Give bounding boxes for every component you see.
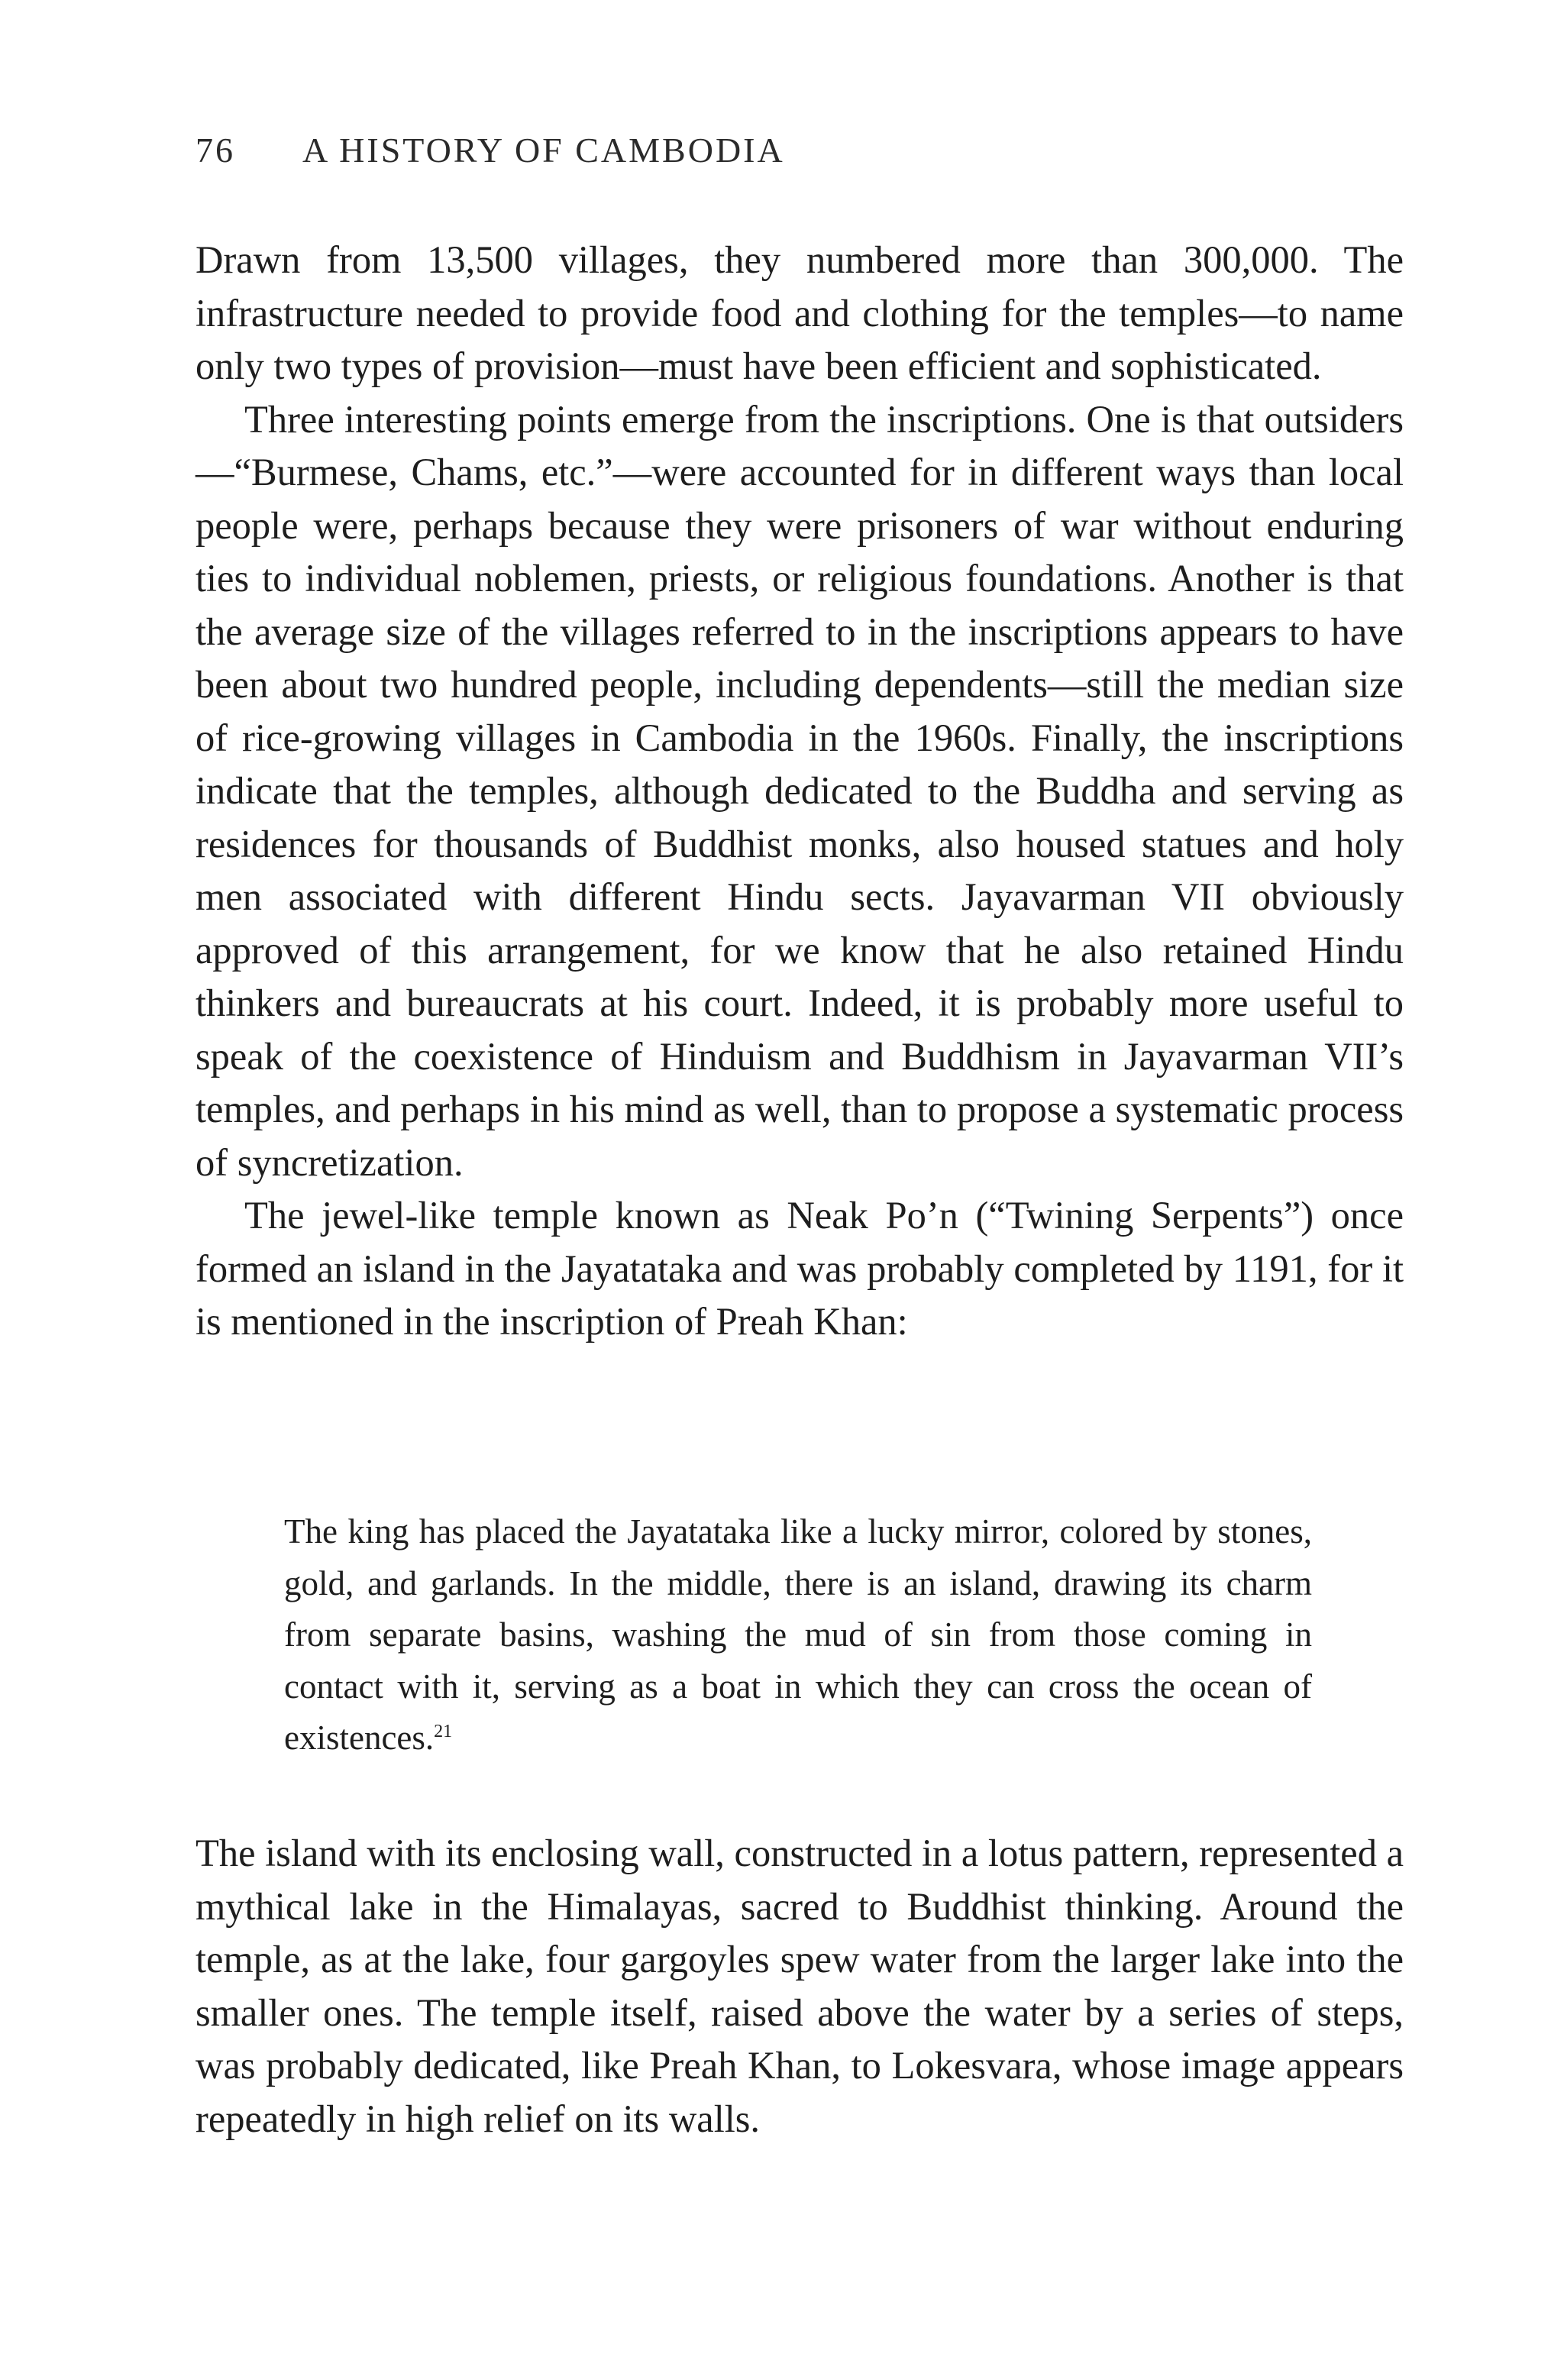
block-quote-text: The king has placed the Jayatataka like a lucky mirror, colored by stones, gold, and garlands. In the middle, there is an island, drawing its charm from separate basins, washing the mud of sin from those coming in contact with it, serving as a boat in which they can cross the ocean of existences. [284, 1512, 1312, 1757]
main-text-continued [196, 1827, 1404, 2146]
paragraph-continued: Drawn from 13,500 villages, they numbered more than 300,000. The infrastructure needed to provide food and clothing for the temples—to name only two types of provision—must have been efficient and sophisticated. [196, 238, 1404, 387]
footnote-reference: 21 [434, 1722, 453, 1741]
paragraph-island: The island with its enclosing wall, constructed in a lotus pattern, represented a mythical lake in the Himalayas, sacred to Buddhist thinking. Around the temple, as at the lake, four gargoyles spew water from the larger lake into the smaller ones. The temple itself, raised above the water by a series of steps, was probably dedicated, like Preah Khan, to Lokesvara, whose image appears repeatedly in high relief on its walls. [196, 1832, 1404, 2140]
paragraph-neak-pon: The jewel-like temple known as Neak Po’n (“Twining Serpents”) once formed an island in the Jayatataka and was probably completed by 1191, for it is mentioned in the inscription of Preah Khan: [196, 1194, 1404, 1343]
book-title: A HISTORY OF CAMBODIA [302, 131, 785, 170]
running-head [196, 130, 785, 170]
main-text [196, 234, 1404, 1349]
paragraph-inscriptions: Three interesting points emerge from the inscriptions. One is that outsiders—“Burmese, Chams, etc.”—were accounted for in different ways than local people were, perhaps because they were prisoners of war without enduring ties to individual noblemen, priests, or religious foundations. Another is that the average size of the villages referred to in the inscriptions appears to have been about two hundred people, including dependents—still the median size of rice-growing villages in Cambodia in the 1960s. Finally, the inscriptions indicate that the temples, although dedicated to the Buddha and serving as residences for thousands of Buddhist monks, also housed statues and holy men associated with different Hindu sects. Jayavarman VII obviously approved of this arrangement, for we know that he also retained Hindu thinkers and bureaucrats at his court. Indeed, it is probably more useful to speak of the coexistence of Hinduism and Buddhism in Jayavarman VII’s temples, and perhaps in his mind as well, than to propose a systematic process of syncretization. [196, 397, 1404, 1184]
block-quote [284, 1506, 1312, 1764]
page-number: 76 [196, 131, 235, 170]
